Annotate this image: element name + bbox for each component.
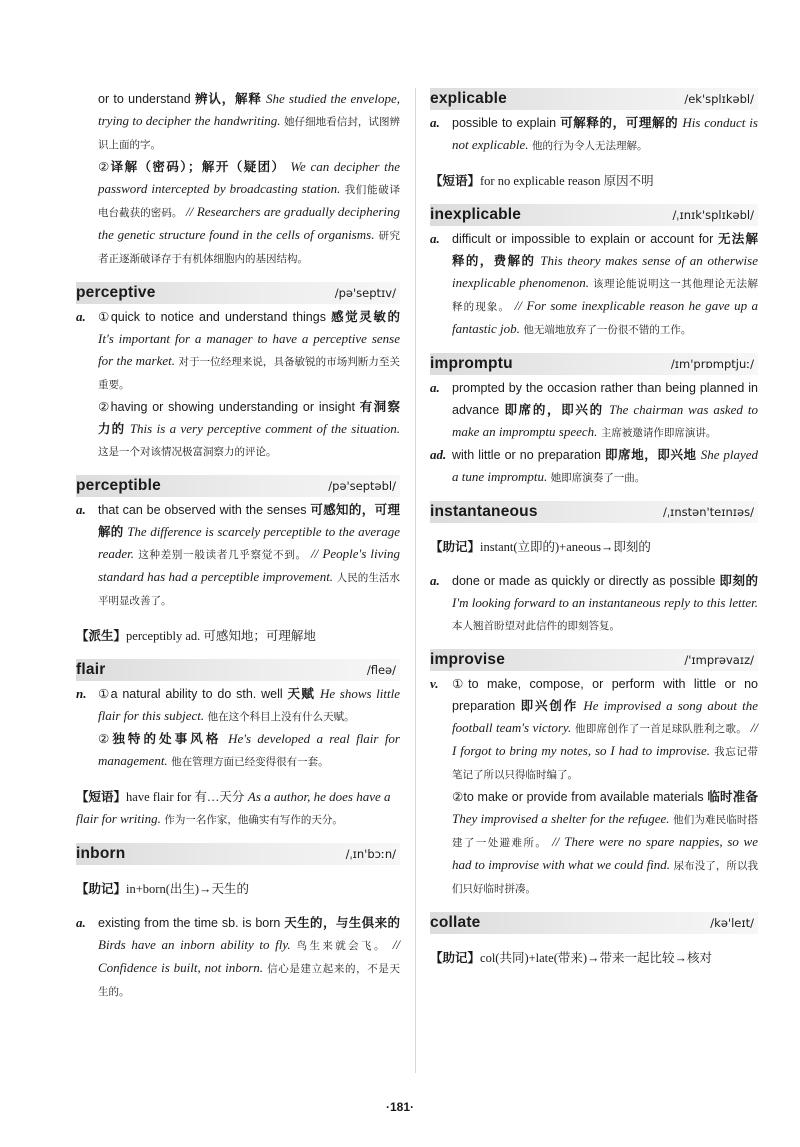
headword: flair	[76, 661, 106, 678]
sense-number: ②	[452, 790, 464, 804]
headword-bar	[76, 659, 400, 681]
memo-note	[76, 878, 400, 900]
example-zh: 对于一位经理来说，具备敏锐的市场判断力至关重要。	[98, 356, 400, 391]
definition-zh: 临时准备	[707, 790, 758, 804]
definition-zh: 天生的，与生俱来的	[284, 916, 400, 930]
separator: //	[186, 204, 194, 219]
example-zh: 该理论能说明这一其他理论无法解释的现象。	[452, 278, 758, 313]
entry-flair	[76, 659, 400, 831]
part-of-speech: n.	[76, 686, 87, 701]
headword-bar	[76, 282, 400, 304]
note-text: perceptibly ad. 可感知地；可理解地	[126, 628, 316, 643]
headword-bar	[76, 475, 400, 497]
sense	[430, 112, 758, 157]
headword: inexplicable	[430, 206, 522, 223]
definition-text	[76, 156, 400, 270]
definition-text	[76, 88, 400, 156]
definition-text	[98, 499, 400, 612]
headword: collate	[430, 914, 481, 931]
part-of-speech: a.	[430, 115, 440, 130]
example-en: He shows little flair for this subject.	[98, 686, 400, 723]
headword: explicable	[430, 90, 507, 107]
example-en: It's important for a manager to have a perceptive sense for the market.	[98, 331, 400, 368]
definition-text	[452, 377, 758, 444]
definition-text	[76, 728, 400, 773]
entry-impromptu	[430, 353, 758, 489]
example-en: This theory makes sense of an otherwise inexplicable phenomenon.	[452, 253, 758, 290]
definition-text	[452, 444, 758, 489]
example-zh: 信心是建立起来的，不是天生的。	[98, 963, 400, 998]
headword: inborn	[76, 845, 126, 862]
example-zh: 尿布没了，所以我们只好临时拼凑。	[452, 860, 759, 895]
example-zh: 作为一名作家，他确实有写作的天分。	[164, 813, 343, 826]
example-zh: 鸟生来就会飞。	[296, 940, 387, 952]
sense-number: ①	[98, 687, 111, 701]
sense-number: ②	[98, 732, 113, 746]
example-en: His conduct is not explicable.	[452, 115, 758, 152]
definition-text	[98, 683, 400, 728]
example-en: There were no spare nappies, so we had to improvise with what we could find.	[452, 834, 758, 872]
example-zh: 她仔细地看信封，试图辨识上面的字。	[98, 116, 401, 151]
part-of-speech: v.	[430, 676, 439, 691]
example-zh: 他们为难民临时搭建了一处避难所。	[452, 814, 758, 849]
entry-collate	[430, 912, 758, 969]
definition-en: prompted by the occasion rather than being planned in advance	[452, 381, 758, 417]
note-text: have flair for 有…天分	[126, 789, 245, 804]
example-zh: 这是一个对该情况极富洞察力的评论。	[98, 446, 277, 458]
definition-en: to make or provide from available materials	[463, 790, 704, 804]
pronunciation: /fleə/	[366, 663, 396, 677]
example-zh: 我们能破译电台截获的密码。	[98, 184, 400, 219]
entry-perceptible	[76, 475, 400, 647]
sense	[76, 499, 400, 612]
sense	[76, 912, 400, 1003]
definition-zh: 可解释的，可理解的	[560, 116, 679, 130]
memo-note	[430, 536, 758, 558]
separator: //	[750, 720, 758, 735]
definition-text	[452, 112, 758, 157]
derived-note	[76, 625, 400, 647]
pronunciation: /ˌɪnstən'teɪnɪəs/	[663, 505, 754, 519]
note-text: col(共同)+late(带来)→带来一起比较→核对	[480, 950, 713, 965]
example-en: This is a very perceptive comment of the situation.	[129, 421, 400, 436]
sense	[76, 306, 400, 396]
example-en: She played a tune impromptu.	[452, 447, 758, 484]
definition-zh: 即兴创作	[520, 699, 579, 713]
example-zh: 研究者正逐渐破译存于有机体细胞内的基因结构。	[98, 230, 400, 265]
definition-en: difficult or impossible to explain or account for	[452, 232, 714, 246]
example-en: Birds have an inborn ability to fly.	[98, 937, 291, 952]
example-en: The chairman was asked to make an impromptu speech.	[452, 402, 758, 439]
example-en: The difference is scarcely perceptible to the average reader.	[98, 524, 400, 561]
definition-en: possible to explain	[452, 116, 557, 130]
example-en: Confidence is built, not inborn.	[98, 960, 263, 975]
headword: perceptible	[76, 477, 161, 494]
definition-zh: 即席地，即兴地	[605, 448, 697, 462]
definition-en: quick to notice and understand things	[110, 310, 326, 324]
definition-zh: 无法解释的，费解的	[452, 232, 758, 268]
definition-zh: 天赋	[287, 687, 316, 701]
separator: //	[392, 937, 400, 952]
headword: instantaneous	[430, 503, 538, 520]
sense	[76, 683, 400, 728]
example-en: I'm looking forward to an instantaneous reply to this letter.	[452, 595, 758, 610]
definition-text	[452, 228, 758, 341]
example-zh: 这种差别一般读者几乎察觉不到。	[138, 549, 307, 561]
definition-zh: 译解（密码）；解开（疑团）	[110, 160, 286, 174]
note-label: 【派生】	[76, 628, 127, 643]
definition-zh: 有洞察力的	[98, 400, 400, 436]
entry-instantaneous	[430, 501, 758, 637]
example-zh: 他在管理方面已经变得很有一套。	[171, 756, 329, 768]
example-zh: 他即席创作了一首足球队胜利之歌。	[574, 723, 748, 735]
headword: impromptu	[430, 355, 513, 372]
example-en: He's developed a real flair for management.	[98, 731, 400, 768]
pronunciation: /pə'septɪv/	[334, 286, 396, 300]
left-column	[76, 88, 400, 1015]
headword-bar	[430, 501, 758, 523]
part-of-speech: a.	[430, 573, 440, 588]
part-of-speech: a.	[430, 380, 440, 395]
headword-bar	[430, 353, 758, 375]
example-zh: 主席被邀请作即席演讲。	[600, 427, 717, 439]
entry-decipher-continued	[76, 88, 400, 270]
page-number: ·181·	[385, 1100, 414, 1114]
headword-bar	[430, 204, 758, 226]
example-zh: 她即席演奏了一曲。	[550, 472, 646, 484]
definition-text	[430, 786, 758, 900]
definition-text	[452, 570, 758, 637]
sense	[430, 377, 758, 444]
pronunciation: /pə'septəbl/	[328, 479, 396, 493]
part-of-speech: a.	[430, 231, 440, 246]
headword-bar	[430, 88, 758, 110]
definition-en: a natural ability to do sth. well	[110, 687, 283, 701]
example-zh: 他无端地放弃了一份很不错的工作。	[523, 324, 692, 336]
sense	[430, 673, 758, 786]
definition-text	[98, 912, 400, 1003]
part-of-speech: ad.	[430, 447, 447, 462]
headword-bar	[430, 649, 758, 671]
definition-en: or to understand	[98, 92, 191, 106]
definition-zh: 即刻的	[719, 574, 758, 588]
definition-zh: 独特的处事风格	[112, 732, 222, 746]
example-en: We can decipher the password intercepted by broadcasting station.	[98, 159, 400, 196]
example-en: As a author, he does have a flair for writing.	[76, 788, 391, 826]
definition-text	[98, 306, 400, 396]
example-en: People's living standard has had a perceptible improvement.	[98, 546, 400, 584]
pronunciation: /ɪm'prɒmptjuː/	[670, 357, 754, 371]
entry-inexplicable	[430, 204, 758, 341]
note-label: 【助记】	[430, 950, 481, 965]
memo-note	[430, 947, 758, 969]
phrase-note	[430, 170, 758, 192]
sense-number: ①	[452, 677, 469, 691]
example-zh: 本人翘首盼望对此信件的即刻答复。	[452, 620, 620, 632]
example-en: I forgot to bring my notes, so I had to improvise.	[452, 743, 711, 758]
headword-bar	[430, 912, 758, 934]
note-text: for no explicable reason 原因不明	[480, 173, 654, 188]
headword: perceptive	[76, 284, 156, 301]
definition-en: that can be observed with the senses	[98, 503, 307, 517]
headword: improvise	[430, 651, 506, 668]
example-zh: 他在这个科目上没有什么天赋。	[207, 711, 355, 723]
sense-number: ①	[98, 310, 111, 324]
sense-number: ②	[98, 160, 111, 174]
separator: //	[311, 546, 319, 561]
pronunciation: /ek'splɪkəbl/	[684, 92, 754, 106]
pronunciation: /'ɪmprəvaɪz/	[684, 653, 754, 667]
note-text: instant(立即的)+aneous→即刻的	[480, 539, 651, 554]
definition-zh: 辨认，解释	[195, 92, 262, 106]
entry-perceptive	[76, 282, 400, 463]
example-en: Researchers are gradually deciphering the genetic structure found in the cells of organisms.	[98, 204, 401, 242]
sense	[430, 570, 758, 637]
definition-en: with little or no preparation	[452, 448, 601, 462]
separator: //	[552, 834, 560, 849]
definition-en: existing from the time sb. is born	[98, 916, 281, 930]
example-zh: 我忘记带笔记了所以只得临时编了。	[452, 746, 758, 781]
part-of-speech: a.	[76, 502, 86, 517]
definition-text	[452, 673, 758, 786]
note-label: 【短语】	[76, 789, 127, 804]
definition-text	[76, 396, 400, 463]
example-en: He improvised a song about the football team's victory.	[452, 698, 758, 735]
definition-zh: 可感知的，可理解的	[98, 503, 400, 539]
column-divider	[415, 88, 416, 1073]
example-en: For some inexplicable reason he gave up a fantastic job.	[452, 298, 758, 336]
definition-en: done or made as quickly or directly as possible	[452, 574, 716, 588]
example-en: They improvised a shelter for the refugee.	[452, 811, 670, 826]
headword-bar	[76, 843, 400, 865]
example-en: She studied the envelope, trying to decipher the handwriting.	[98, 91, 400, 128]
pronunciation: /ˌɪn'bɔːn/	[345, 847, 396, 861]
sense	[430, 228, 758, 341]
note-label: 【助记】	[430, 539, 481, 554]
note-label: 【短语】	[430, 173, 481, 188]
part-of-speech: a.	[76, 309, 86, 324]
note-label: 【助记】	[76, 881, 127, 896]
separator: //	[514, 298, 522, 313]
definition-zh: 感觉灵敏的	[331, 310, 400, 324]
part-of-speech: a.	[76, 915, 86, 930]
sense	[430, 444, 758, 489]
example-zh: 他的行为令人无法理解。	[532, 140, 648, 152]
pronunciation: /ˌɪnɪk'splɪkəbl/	[672, 208, 754, 222]
entry-inborn	[76, 843, 400, 1003]
example-zh: 人民的生活水平明显改善了。	[98, 572, 401, 607]
definition-en: having or showing understanding or insight	[110, 400, 355, 414]
pronunciation: /kə'leɪt/	[710, 916, 754, 930]
entry-improvise	[430, 649, 758, 900]
definition-en: to make, compose, or perform with little or no preparation	[452, 677, 758, 713]
note-text: in+born(出生)→天生的	[126, 881, 250, 896]
entry-explicable	[430, 88, 758, 192]
right-column	[430, 88, 758, 981]
phrase-note	[76, 786, 400, 831]
definition-zh: 即席的，即兴的	[504, 403, 604, 417]
sense-number: ②	[98, 400, 111, 414]
